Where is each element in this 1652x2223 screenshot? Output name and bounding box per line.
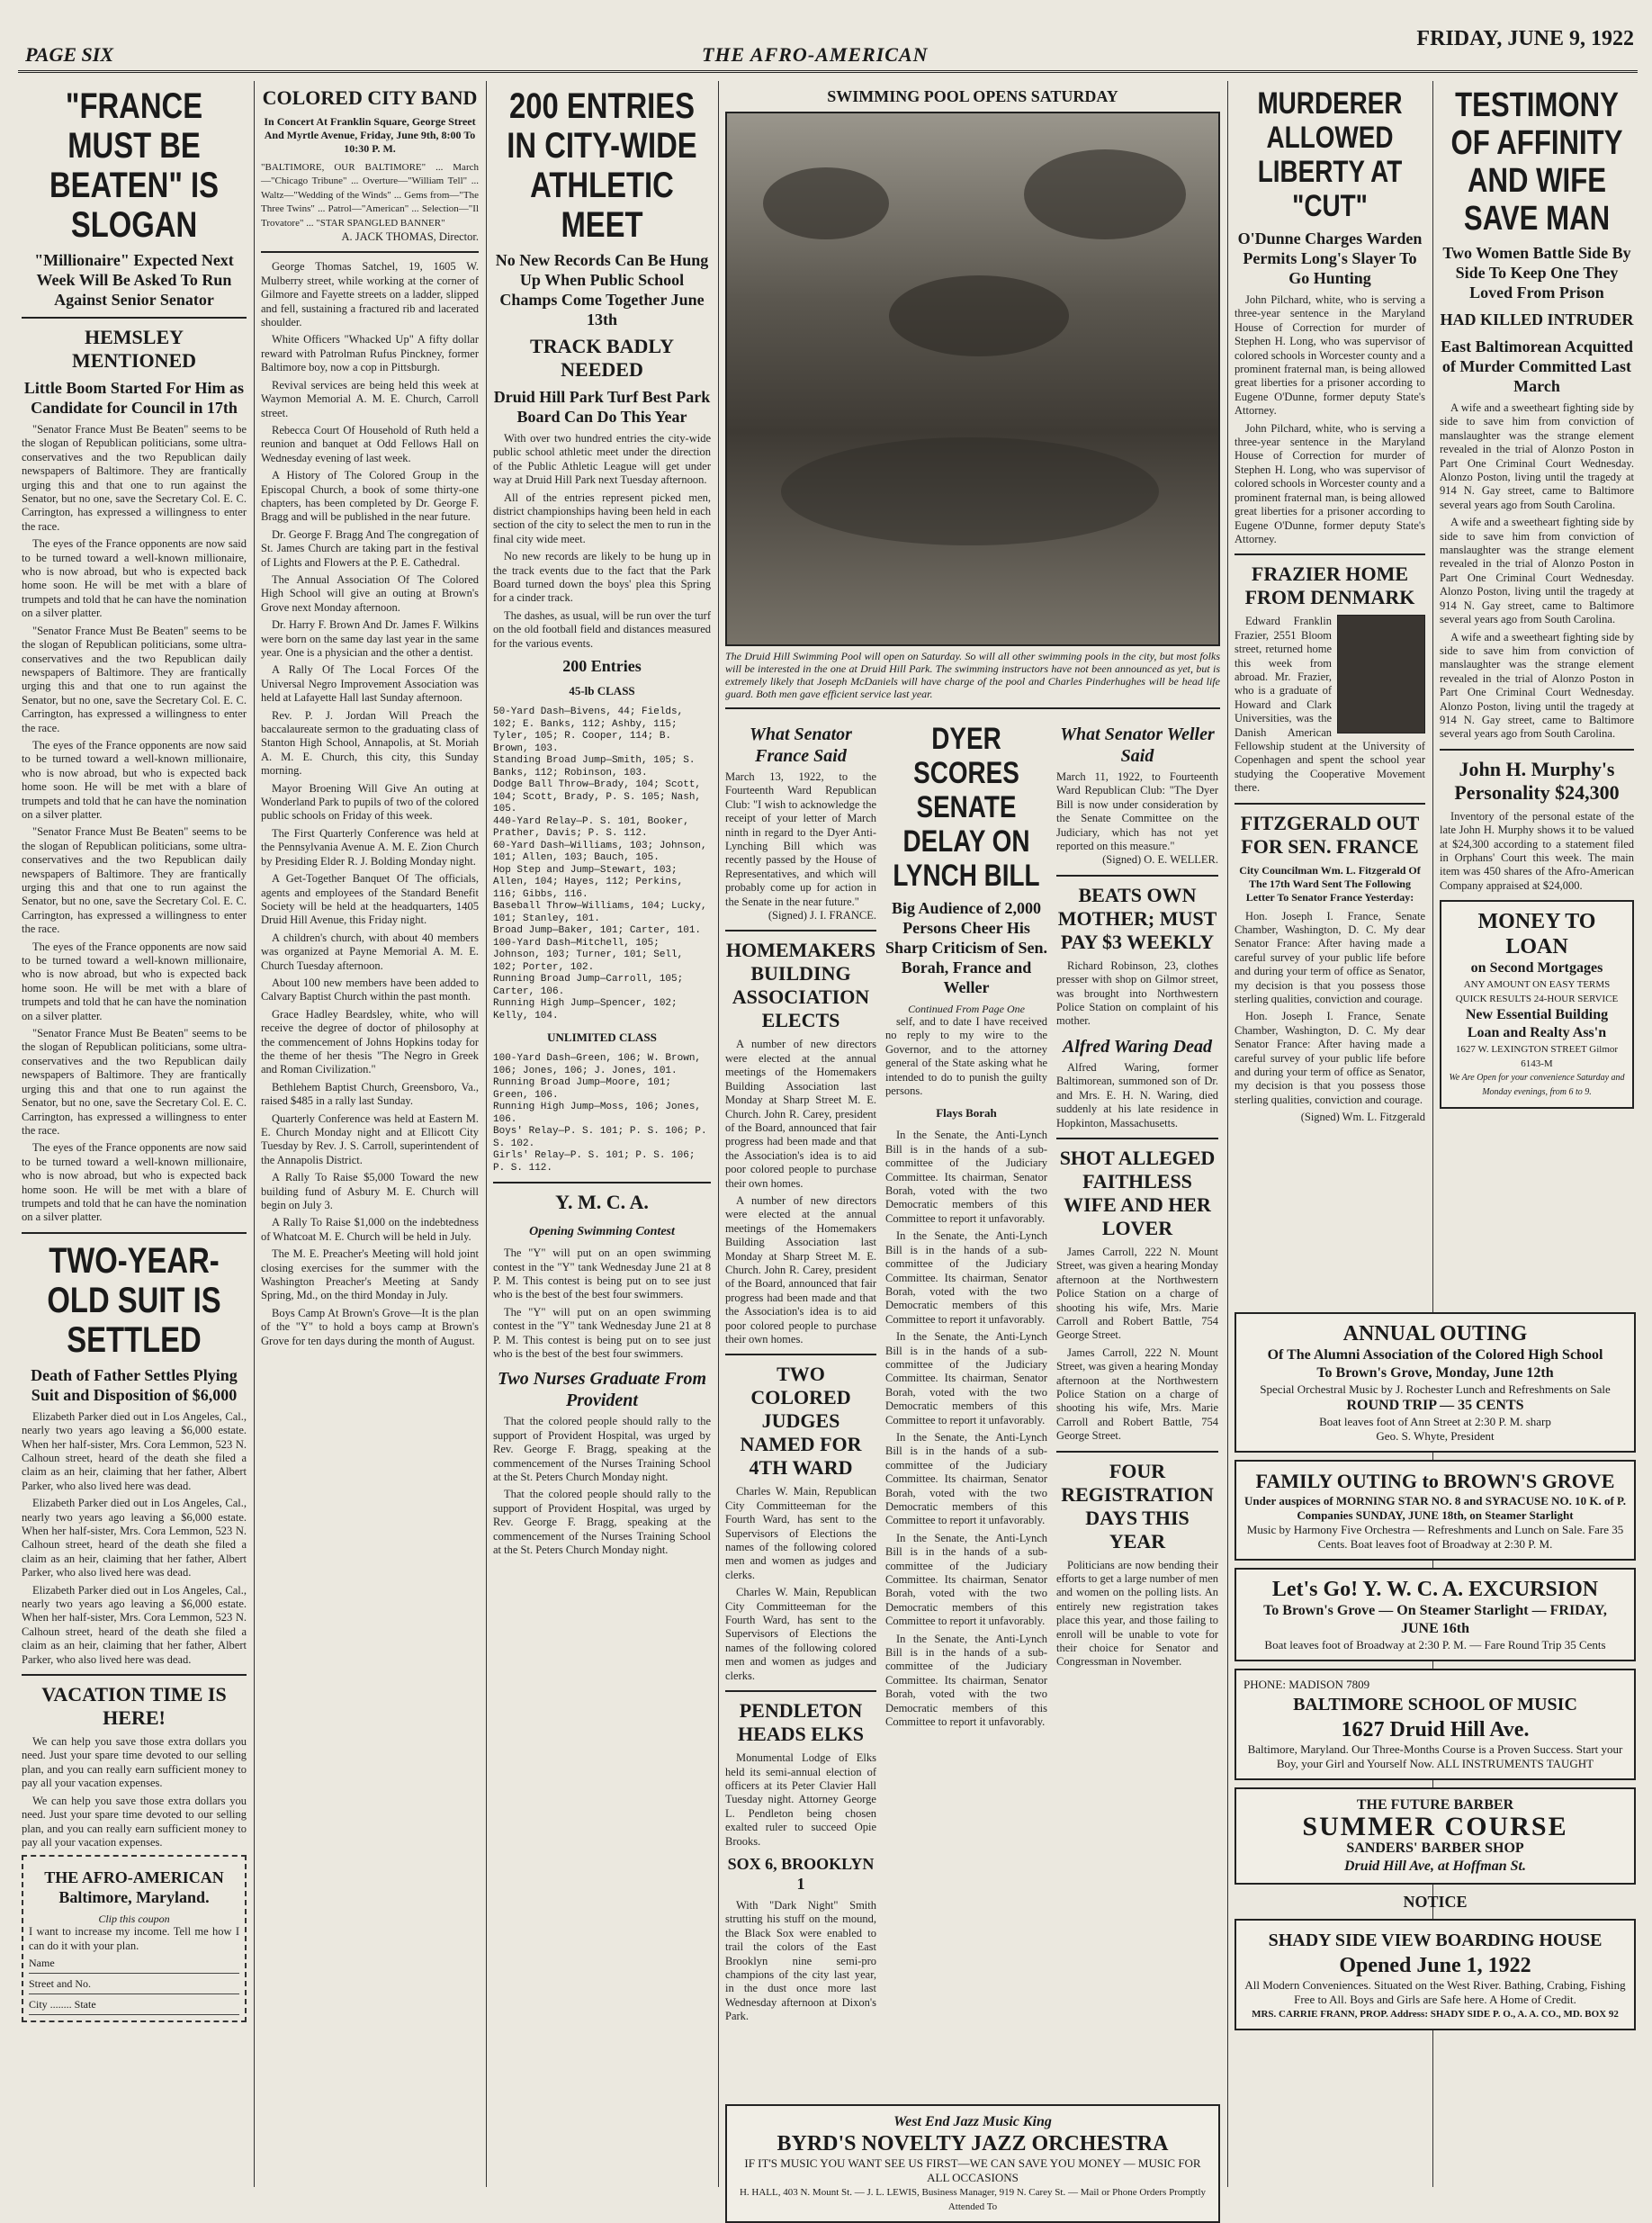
result-line: Baseball Throw—Williams, 104; Lucky, 101; Stanley, 101. xyxy=(493,901,707,924)
result-line: Boys' Relay—P. S. 101; P. S. 106; P. S. 102. xyxy=(493,1126,707,1149)
notice-label: NOTICE xyxy=(1403,1893,1468,1911)
photo-tree xyxy=(763,167,889,239)
column-2 xyxy=(261,81,479,2187)
lower-section xyxy=(725,716,1220,2023)
news-brief: About 100 new members have been added to Calvary Baptist Church within the past month. xyxy=(261,976,479,1004)
band-program: "BALTIMORE, OUR BALTIMORE" ... March—"Chicago Tribune" ... Overture—"William Tell" ... Waltz—"Wedding of the Winds" ... Gems from—"The Three Twins" ... Patrol—"American" ... Selection—"Il Trovatore" ... "STAR SPANGLED BANNER" xyxy=(261,162,479,229)
issue-date: FRIDAY, JUNE 9, 1922 xyxy=(1416,27,1634,50)
divider xyxy=(22,317,247,319)
subscription-coupon[interactable]: THE AFRO-AMERICAN Baltimore, Maryland. Clip this coupon I want to increase my income. Tell me how I can do it with your plan. Name Street and No. City ........ State xyxy=(22,1855,247,2022)
result-line: 50-Yard Dash—Bivens, 44; Fields, 102; E. Banks, 112; Ashby, 115; Tyler, 105; R. Cooper, 114; B. Brown, 103. xyxy=(493,706,684,754)
frazier-portrait xyxy=(1337,615,1425,734)
column-4-5 xyxy=(725,81,1220,2212)
school-of-music-ad: PHONE: MADISON 7809 BALTIMORE SCHOOL OF MUSIC 1627 Druid Hill Ave. Baltimore, Maryland. Our Three-Months Course is a Proven Success. Start your Boy, your Girl and Yourself Now. ALL INSTRUMENTS TAUGHT xyxy=(1235,1669,1636,1780)
divider xyxy=(493,1182,711,1184)
result-line: Running High Jump—Spencer, 102; Kelly, 104. xyxy=(493,998,678,1022)
coupon-street-field[interactable]: Street and No. xyxy=(29,1974,239,1994)
divider xyxy=(22,1674,247,1676)
article-body: "Senator France Must Be Beaten" seems to be the slogan of Republican politicians, some ultra-conservatives and the two Republican daily newspapers of Baltimore. They are frantically urging this and that one to run against the Senator, but no one, save the Secretary Col. E. C. Carrington, has expressed a willingness to enter the race. The eyes of the France opponents are now said to be turned toward a well-known millionaire, who is now abroad, but who is expected back home soon. He will be met with a blare of trumpets and told that he can have the nomination on a silver platter. "Senator France Must Be Beaten" seems to be the slogan of Republican politicians, some ultra-conservatives and the two Republican daily newspapers of Baltimore. They are frantically urging this and that one to run against the Senator, but no one, save the Secretary Col. E. C. Carrington, has expressed a willingness to enter the race. The eyes of the France opponents are now said to be turned toward a well-known millionaire, who is now abroad, but who is expected back home soon. He will be met with a blare of trumpets and told that he can have the nomination on a silver platter. "Senator France Must Be Beaten" seems to be the slogan of Republican politicians, some ultra-conservatives and the two Republican daily newspapers of Baltimore. They are frantically urging this and that one to run against the Senator, but no one, save the Secretary Col. E. C. Carrington, has expressed a willingness to enter the race. The eyes of the France opponents are now said to be turned toward a well-known millionaire, who is now abroad, but who is expected back home soon. He will be met with a blare of trumpets and told that he can have the nomination on a silver platter. "Senator France Must Be Beaten" seems to be the slogan of Republican politicians, some ultra-conservatives and the two Republican daily newspapers of Baltimore. They are frantically urging this and that one to run against the Senator, but no one, save the Secretary Col. E. C. Carrington, has expressed a willingness to enter the race. The eyes of the France opponents are now said to be turned toward a well-known millionaire, who is now abroad, but who is expected back home soon. He will be met with a blare of trumpets and told that he can have the nomination on a silver platter. xyxy=(22,423,247,1224)
subhead-dyer: Big Audience of 2,000 Persons Cheer His Sharp Criticism of Sen. Borah, France and Weller xyxy=(885,899,1047,996)
news-brief: The M. E. Preacher's Meeting will hold joint closing exercises for the summer with the Washington Preacher's Meeting at Sandy Spring, Md., on the third Monday in July. xyxy=(261,1247,479,1302)
headline-frazier: FRAZIER HOME FROM DENMARK xyxy=(1244,562,1415,609)
news-brief: A History of The Colored Group in the Episcopal Church, a book of some thirty-one chapters, has been completed by Dr. George F. Bragg and will be published in the near future. xyxy=(261,469,479,524)
sub-column-c: What Senator Weller Said March 11, 1922, to Fourteenth Ward Republican Club: "The Dyer Bill is now under consideration by the Senate Committee on the Judiciary, which has not yet reported on this measure." (Signed) O. E. WELLER. BEATS OWN MOTHER; MUST PAY $3 WEEKLY Richard Robinson, 23, clothes presser with shop on Gilmor street, was brought into Northwestern Police Station on complaint of his mother. Alfred Waring Dead Alfred Waring, former Baltimorean, summoned son of Dr. and Mrs. E. H. N. Waring, died suddenly at his late residence in Hopkinton, Massachusetts. SHOT ALLEGED FAITHLESS WIFE AND HER LOVER James Carroll, 222 N. Mount Street, was given a hearing Monday afternoon at the Northwestern Police Station on a charge of shooting his wife, Mrs. Marie Carroll and Robert Battle, 754 George Street. James Carroll, 222 N. Mount Street, was given a hearing Monday afternoon at the Northwestern Police Station on a charge of shooting his wife, Mrs. Marie Carroll and Robert Battle, 754 George Street. FOUR REGISTRATION DAYS THIS YEAR Politicians are now bending their efforts to get a large number of men and women on the polling lists. An entirely new registration takes place this year, and those failing to enroll will be unable to vote for their choice for Senator and Congressman in November. xyxy=(1056,724,1218,1669)
result-line: Girls' Relay—P. S. 101; P. S. 106; P. S. 112. xyxy=(493,1150,696,1174)
ad-body: We can help you save those extra dollars you need. Just your spare time devoted to our selling plan, and you can really earn sufficient money to pay all your vacation expenses. We can help you save those extra dollars you need. Just your spare time devoted to our selling plan, and you can really earn sufficient money to pay all your vacation expenses. xyxy=(22,1735,247,1849)
headline-elks: PENDLETON HEADS ELKS xyxy=(738,1699,864,1746)
coupon-name-field[interactable]: Name xyxy=(29,1953,239,1974)
headline-hemsley: HEMSLEY MENTIONED xyxy=(71,326,197,372)
headline-homemakers: HOMEMAKERS BUILDING ASSOCIATION ELECTS xyxy=(725,939,876,1032)
news-brief: Boys Camp At Brown's Grove—It is the plan of the "Y" to hold a boys camp at Brown's Grove for ten days during the month of August. xyxy=(261,1306,479,1347)
boarding-house-ad: SHADY SIDE VIEW BOARDING HOUSE Opened June 1, 1922 All Modern Conveniences. Situated on the West River. Bathing, Crabing, Fishing Free to All. Boys and Girls are Safe here. A Home of Credit. MRS. CARRIE FRANN, PROP. Address: SHADY SIDE P. O., A. A. CO., MD. BOX 92 xyxy=(1235,1919,1636,2030)
headline-suit-settled: TWO-YEAR-OLD SUIT IS SETTLED xyxy=(47,1240,221,1360)
result-line: Dodge Ball Throw—Brady, 104; Scott, 104; Scott, Brady, P. S. 105; Nash, 105. xyxy=(493,779,702,815)
unlimited-results xyxy=(493,1053,711,1174)
annual-outing-ad: ANNUAL OUTING Of The Alumni Association of the Colored High School To Brown's Grove, Monday, June 12th Special Orchestral Music by J. Rochester Lunch and Refreshments on Sale ROUND TRIP — 35 CENTS Boat leaves foot of Ann Street at 2:30 P. M. sharp Geo. S. Whyte, President xyxy=(1235,1312,1636,1453)
headline-intruder: HAD KILLED INTRUDER xyxy=(1440,310,1634,328)
result-line: 100-Yard Dash—Green, 106; W. Brown, 106; Jones, 106; J. Jones, 101. xyxy=(493,1053,702,1076)
result-line: Broad Jump—Baker, 101; Carter, 101. xyxy=(493,925,702,937)
result-line: Hop Step and Jump—Stewart, 103; Allen, 104; Hayes, 112; Perkins, 116; Gibbs, 116. xyxy=(493,864,684,900)
ywca-excursion-ad: Let's Go! Y. W. C. A. EXCURSION To Brown's Grove — On Steamer Starlight — FRIDAY, JUNE 16th Boat leaves foot of Broadway at 2:30 P. M. — Fare Round Trip 35 Cents xyxy=(1235,1568,1636,1661)
headline-judges: TWO COLORED JUDGES NAMED FOR 4TH WARD xyxy=(740,1363,862,1480)
article-body: Elizabeth Parker died out in Los Angeles, Cal., nearly two years ago leaving a $6,000 estate. When her half-sister, Mrs. Cora Lemmon, 523 N. Calhoun street, heard of the death she filed a claim as an heir, claiming that her father, Albert Parker, who also lived here was dead. Elizabeth Parker died out in Los Angeles, Cal., nearly two years ago leaving a $6,000 estate. When her half-sister, Mrs. Cora Lemmon, 523 N. Calhoun street, heard of the death she filed a claim as an heir, claiming that her father, Albert Parker, who also lived here was dead. Elizabeth Parker died out in Los Angeles, Cal., nearly two years ago leaving a $6,000 estate. When her half-sister, Mrs. Cora Lemmon, 523 N. Calhoun street, heard of the death she filed a claim as an heir, claiming that her father, Albert Parker, who also lived here was dead. xyxy=(22,1409,247,1666)
headline-testimony: TESTIMONY OF AFFINITY AND WIFE SAVE MAN xyxy=(1450,86,1623,238)
news-brief: The First Quarterly Conference was held at the Pennsylvania Avenue A. M. E. Zion Church by Presiding Elder R. J. Bolding Monday night. xyxy=(261,826,479,868)
meet-results xyxy=(493,706,711,1022)
news-brief: Dr. George F. Bragg And The congregation of St. James Church are taking part in the festival of Lights and Flowers at the P. E. Cathedral. xyxy=(261,527,479,569)
jazz-orchestra-ad: West End Jazz Music King BYRD'S NOVELTY JAZZ ORCHESTRA IF IT'S MUSIC YOU WANT SEE US FIRST—WE CAN SAVE YOU MONEY — MUSIC FOR ALL OCCASIONS H. HALL, 403 N. Mount St. — J. L. LEWIS, Business Manager, 919 N. Carey St. — Mail or Phone Orders Promptly Attended To xyxy=(725,2104,1220,2223)
divider xyxy=(725,707,1220,709)
headline-france-said: What Senator France Said xyxy=(750,724,852,766)
headline-sox: SOX 6, BROOKLYN 1 xyxy=(727,1854,875,1893)
headline-murderer: MURDERER ALLOWED LIBERTY AT "CUT" xyxy=(1257,86,1403,223)
result-line: Running Broad Jump—Moore, 101; Green, 106. xyxy=(493,1077,672,1101)
news-brief: The Annual Association Of The Colored High School will give an outing at Brown's Grove next Monday afternoon. xyxy=(261,572,479,614)
headline-france-beaten: "FRANCE MUST BE BEATEN" IS SLOGAN xyxy=(49,86,220,245)
divider xyxy=(261,251,479,253)
band-director: A. JACK THOMAS, Director. xyxy=(341,230,479,244)
money-loan-ad: MONEY TO LOAN on Second Mortgages ANY AMOUNT ON EASY TERMS QUICK RESULTS 24-HOUR SERVICE New Essential Building Loan and Realty Ass'n 1627 W. LEXINGTON STREET Gilmor 6143-M We Are Open for your convenience Saturday and Monday evenings, from 6 to 9. xyxy=(1440,900,1634,1109)
result-line: Running Broad Jump—Carroll, 105; Carter, 106. xyxy=(493,974,684,997)
news-brief: A children's church, with about 40 members was organized at Payne Memorial A. M. E. Church Tuesday afternoon. xyxy=(261,931,479,972)
headline-fitzgerald: FITZGERALD OUT FOR SEN. FRANCE xyxy=(1240,811,1420,858)
subhead-suit: Death of Father Settles Plying Suit and Disposition of $6,000 xyxy=(31,1365,238,1404)
result-line: Standing Broad Jump—Smith, 105; S. Banks, 112; Robinson, 103. xyxy=(493,755,696,778)
result-line: Running High Jump—Moss, 106; Jones, 106. xyxy=(493,1102,702,1125)
headline-nurses: Two Nurses Graduate From Provident xyxy=(497,1369,707,1411)
headline-waring: Alfred Waring Dead xyxy=(1063,1036,1212,1057)
headline-shot: SHOT ALLEGED FAITHLESS WIFE AND HER LOVER xyxy=(1059,1146,1216,1239)
result-line: 440-Yard Relay—P. S. 101, Booker, Prather, Davis; P. S. 112. xyxy=(493,815,689,840)
news-brief: White Officers "Whacked Up" A fifty dollar reward with Patrolman Rufus Pinckney, former Baltimore boy, now a cop in Pittsburgh. xyxy=(261,333,479,374)
sub-column-b: DYER SCORES SENATE DELAY ON LYNCH BILL Big Audience of 2,000 Persons Cheer His Sharp Criticism of Sen. Borah, France and Weller Continued From Page One self, and to date I have received no reply to my wire to the Governor, and to the attorney general of the State asking what he intended to do to punish the guilty persons. Flays Borah In the Senate, the Anti-Lynch Bill is in the hands of a sub-committee of the Judiciary Committee. Its chairman, Senator Borah, voted with the two Democratic members of this Committee to report it unfavorably. In the Senate, the Anti-Lynch Bill is in the hands of a sub-committee of the Judiciary Committee. Its chairman, Senator Borah, voted with the two Democratic members of this Committee to report it unfavorably. In the Senate, the Anti-Lynch Bill is in the hands of a sub-committee of the Judiciary Committee. Its chairman, Senator Borah, voted with the two Democratic members of this Committee to report it unfavorably. In the Senate, the Anti-Lynch Bill is in the hands of a sub-committee of the Judiciary Committee. Its chairman, Senator Borah, voted with the two Democratic members of this Committee to report it unfavorably. In the Senate, the Anti-Lynch Bill is in the hands of a sub-committee of the Judiciary Committee. Its chairman, Senator Borah, voted with the two Democratic members of this Committee to report it unfavorably. In the Senate, the Anti-Lynch Bill is in the hands of a sub-committee of the Judiciary Committee. Its chairman, Senator Borah, voted with the two Democratic members of this Committee to report it unfavorably. xyxy=(885,716,1047,1733)
headline-registration: FOUR REGISTRATION DAYS THIS YEAR xyxy=(1061,1459,1214,1552)
barber-course-ad: THE FUTURE BARBER SUMMER COURSE SANDERS' BARBER SHOP Druid Hill Ave, at Hoffman St. xyxy=(1235,1787,1636,1885)
news-brief: George Thomas Satchel, 19, 1605 W. Mulberry street, while working at the corner of Gilmore and Fayette streets on a ladder, slipped and fell, sustaining a fractured rib and lacerated shoulder. xyxy=(261,260,479,329)
news-brief: Grace Hadley Beardsley, white, who will receive the degree of doctor of philosophy at the commencement of Johns Hopkins today for the theme of her thesis "The Negro in Greek and Roman Civilization." xyxy=(261,1007,479,1076)
column-rule xyxy=(718,81,719,2187)
sub-column-a: What Senator France Said March 13, 1922, to the Fourteenth Ward Republican Club: "I wish to acknowledge the receipt of your letter of March ninth in regard to the Dyer Anti-Lynching Bill which was recently passed by the House of Representatives, and which will probably come up for action in the Senate in the near future." (Signed) J. I. FRANCE. HOMEMAKERS BUILDING ASSOCIATION ELECTS A number of new directors were elected at the annual meetings of the Homemakers Building Association last Monday at Sharp Street M. E. Church. John R. Carey, president of the Board, announced that fair progress had been made and that the Association's idea is to aid poor colored people to purchase their own homes. A number of new directors were elected at the annual meetings of the Homemakers Building Association last Monday at Sharp Street M. E. Church. John R. Carey, president of the Board, announced that fair progress had been made and that the Association's idea is to aid poor colored people to purchase their own homes. TWO COLORED JUDGES NAMED FOR 4TH WARD Charles W. Main, Republican City Committeeman for the Fourth Ward, has sent to the Supervisors of Elections the names of the following colored men and women as judges and clerks. Charles W. Main, Republican City Committeeman for the Fourth Ward, has sent to the Supervisors of Elections the names of the following colored men and women as judges and clerks. PENDLETON HEADS ELKS Monumental Lodge of Elks held its semi-annual election of officers at its Peter Clavier Hall Tuesday night. Attorney George L. Pendleton being chosen exalted ruler to succeed Opie Brooks. SOX 6, BROOKLYN 1 With "Dark Night" Smith strutting his stuff on the mound, the Black Sox were enabled to trail the colors of the East Brooklyn nine semi-pro champions of the city last year, in the dust once more last Wednesday afternoon at Dixon's Park. xyxy=(725,724,876,2023)
news-brief: Bethlehem Baptist Church, Greensboro, Va., raised $485 in a rally last Sunday. xyxy=(261,1080,479,1108)
column-rule xyxy=(254,81,255,2187)
subhead-testimony: Two Women Battle Side By Side To Keep One They Loved From Prison xyxy=(1442,244,1631,302)
subhead-murderer: O'Dunne Charges Warden Permits Long's Slayer To Go Hunting xyxy=(1237,230,1423,287)
news-brief: A Rally Of The Local Forces Of the Universal Negro Improvement Association was held at Lafayette Hall last Sunday afternoon. xyxy=(261,663,479,705)
unlimited-class: UNLIMITED CLASS xyxy=(547,1030,657,1045)
family-outing-ad: FAMILY OUTING to BROWN'S GROVE Under auspices of MORNING STAR NO. 8 and SYRACUSE NO. 10 K. of P. Companies SUNDAY, JUNE 18th, on Steamer Starlight Music by Harmony Five Orchestra — Refreshments and Lunch on Sale. Fare 35 Cents. Boat leaves foot of Broadway at 2:30 P. M. xyxy=(1235,1460,1636,1561)
column-6: MURDERER ALLOWED LIBERTY AT "CUT" O'Dunne Charges Warden Permits Long's Slayer To Go Hunting John Pilchard, white, who is serving a three-year sentence in the Maryland House of Correction for murder of Stephen H. Long, who was supervisor of colored schools in Worcester county and a prominent fraternal man, is being allowed great liberties for a prisoner according to Eugene O'Dunne, former deputy State's Attorney. John Pilchard, white, who is serving a three-year sentence in the Maryland House of Correction for murder of Stephen H. Long, who was supervisor of colored schools in Worcester county and a prominent fraternal man, is being allowed great liberties for a prisoner according to Eugene O'Dunne, former deputy State's Attorney. FRAZIER HOME FROM DENMARK Edward Franklin Frazier, 2551 Bloom street, returned home this week from abroad. Mr. Frazier, who is a graduate of Howard and Clark Universities, was the Danish American Fellowship student at the University of Copenhagen and spent the school year studying the Cooperative Movement there. FITZGERALD OUT FOR SEN. FRANCE City Councilman Wm. L. Fitzgerald Of The 17th Ward Sent The Following Letter To Senator France Yesterday: Hon. Joseph I. France, Senate Chamber, Washington, D. C. My dear Senator France: After having made a careful survey of your public life before and during your term of office as Senator, my decision is that you possess those sterling qualities, conviction and courage. Hon. Joseph I. France, Senate Chamber, Washington, D. C. My dear Senator France: After having made a careful survey of your public life before and during your term of office as Senator, my decision is that you possess those sterling qualities, conviction and courage. (Signed) Wm. L. Fitzgerald xyxy=(1235,81,1425,1305)
news-brief: Revival services are being held this week at Waymon Memorial A. M. E. Church, Carroll street. xyxy=(261,378,479,419)
ads-block xyxy=(1235,1305,1636,2187)
subhead-hemsley: Little Boom Started For Him as Candidate for Council in 17th xyxy=(23,379,245,417)
swimming-pool-photo xyxy=(725,112,1220,646)
article-body: With over two hundred entries the city-wide public school athletic meet under the direction of the Public Athletic League will get under way at Druid Hill Park next Tuesday afternoon. All of the entries represent picked men, district championships having been held in each section of the city to select the men to run in the final city wide meet. No new records are likely to be hung up in the track events due to the fact that the Park Board turned down the boys' plea this Spring for a cinder track. The dashes, as usual, will be run over the turf on the old football field and distances measured for the various events. xyxy=(493,432,711,650)
subhead-millionaire: "Millionaire" Expected Next Week Will Be Asked To Run Against Senior Senator xyxy=(34,251,234,309)
news-brief: Mayor Broening Will Give An outing at Wonderland Park to pupils of two of the colored public schools on Friday of this week. xyxy=(261,781,479,823)
photo-crowd xyxy=(781,437,1159,545)
article-body: The "Y" will put on an open swimming contest in the "Y" tank Wednesday June 21 at 8 P. M. This contest is being put on to see just who is the best of the best four swimmers. The "Y" will put on an open swimming contest in the "Y" tank Wednesday June 21 at 8 P. M. This contest is being put on to see just who is the best of the best four swimmers. xyxy=(493,1246,711,1360)
page-number: PAGE SIX xyxy=(25,43,114,66)
news-brief: A Rally To Raise $1,000 on the indebtedness of Whatcoat M. E. Church will be held in July. xyxy=(261,1216,479,1243)
column-rule xyxy=(486,81,487,2187)
divider xyxy=(22,1232,247,1234)
news-brief: Quarterly Conference was held at Eastern M. E. Church Monday night and at Ellicott City Tuesday by Rev. J. S. Carroll, superintendent of the Annapolis District. xyxy=(261,1112,479,1166)
headline-dyer: DYER SCORES SENATE DELAY ON LYNCH BILL xyxy=(893,722,1040,893)
headline-track: TRACK BADLY NEEDED xyxy=(530,335,674,381)
headline-ymca: Y. M. C. A. xyxy=(555,1191,649,1214)
column-1 xyxy=(22,81,247,2187)
photo-tree xyxy=(1024,149,1186,239)
masthead xyxy=(18,16,1638,73)
headline-vacation: VACATION TIME IS HERE! xyxy=(41,1683,227,1730)
news-brief: A Get-Together Banquet Of The officials, agents and employees of the Standard Benefit Society will be held at the headquarters, 1405 Druid Hill Avenue, this Friday night. xyxy=(261,872,479,927)
article-body: That the colored people should rally to the support of Provident Hospital, was urged by Rev. George F. Bragg, speaking at the commencement of the Nurses Training School at the St. Peters Church Monday night. That the colored people should rally to the support of Provident Hospital, was urged by Rev. George F. Bragg, speaking at the commencement of the Nurses Training School at the St. Peters Church Monday night. xyxy=(493,1415,711,1556)
news-brief: A Rally To Raise $5,000 Toward the new building fund of Asbury M. E. Church will begin on July 3. xyxy=(261,1171,479,1212)
headline-murphy: John H. Murphy's Personality $24,300 xyxy=(1454,757,1620,804)
subhead-city-band: In Concert At Franklin Square, George Street And Myrtle Avenue, Friday, June 9th, 8:00 To 10:30 P. M. xyxy=(264,115,476,155)
news-brief: Dr. Harry F. Brown And Dr. James F. Wilkins were born on the same day last year in the same year. One is a physician and the other a dentist. xyxy=(261,618,479,659)
headline-athletic-meet: 200 ENTRIES IN CITY-WIDE ATHLETIC MEET xyxy=(507,86,697,245)
news-briefs xyxy=(261,260,479,1348)
coupon-city-field[interactable]: City ........ State xyxy=(29,1994,239,2015)
photo-title: SWIMMING POOL OPENS SATURDAY xyxy=(827,87,1118,105)
result-line: 60-Yard Dash—Williams, 103; Johnson, 101; Allen, 103; Bauch, 105. xyxy=(493,840,707,864)
results-title: 200 Entries xyxy=(562,657,642,676)
result-line: 100-Yard Dash—Mitchell, 105; Johnson, 103; Turner, 101; Sell, 102; Porter, 102. xyxy=(493,937,684,973)
headline-beats-mother: BEATS OWN MOTHER; MUST PAY $3 WEEKLY xyxy=(1057,883,1217,953)
news-brief: Rebecca Court Of Household of Ruth held a reunion and banquet at Odd Fellows Hall on Wednesday evening of last week. xyxy=(261,423,479,464)
headline-weller-said: What Senator Weller Said xyxy=(1060,724,1215,766)
subhead-ymca: Opening Swimming Contest xyxy=(529,1225,675,1239)
subhead-athletic: No New Records Can Be Hung Up When Public School Champs Come Together June 13th xyxy=(495,251,709,328)
photo-caption: The Druid Hill Swimming Pool will open on Saturday. So will all other swimming pools in the city, but most folks will be interested in the one at Druid Hill Park. The swimming instructors have not been announced as yet, but is extremely likely that Joseph McDaniels will have charge of the pool and Charles Pinderhughes will be head life guard. Both men gave efficient service last year. xyxy=(725,650,1220,700)
column-7: TESTIMONY OF AFFINITY AND WIFE SAVE MAN Two Women Battle Side By Side To Keep One They Loved From Prison HAD KILLED INTRUDER East Baltimorean Acquitted of Murder Committed Last March A wife and a sweetheart fighting side by side to save him from conviction of manslaughter was the strange element revealed in the trial of Alonzo Poston in Part One Criminal Court Wednesday. Alonzo Poston, living until the tragedy at 914 N. Gay street, came to Baltimore several years ago from South Carolina. A wife and a sweetheart fighting side by side to save him from conviction of manslaughter was the strange element revealed in the trial of Alonzo Poston in Part One Criminal Court Wednesday. Alonzo Poston, living until the tragedy at 914 N. Gay street, came to Baltimore several years ago from South Carolina. A wife and a sweetheart fighting side by side to save him from conviction of manslaughter was the strange element revealed in the trial of Alonzo Poston in Part One Criminal Court Wednesday. Alonzo Poston, living until the tragedy at 914 N. Gay street, came to Baltimore several years ago from South Carolina. John H. Murphy's Personality $24,300 Inventory of the personal estate of the late John H. Murphy shows it to be valued at $24,300 according to a statement filed in Orphans' Court this week. The main item was 450 shares of the Afro-American Company appraised at $24,000. MONEY TO LOAN on Second Mortgages ANY AMOUNT ON EASY TERMS QUICK RESULTS 24-HOUR SERVICE New Essential Building Loan and Realty Ass'n 1627 W. LEXINGTON STREET Gilmor 6143-M We Are Open for your convenience Saturday and Monday evenings, from 6 to 9. xyxy=(1440,81,1634,1305)
paper-name: THE AFRO-AMERICAN xyxy=(702,43,929,66)
news-brief: Rev. P. J. Jordan Will Preach the baccalaureate sermon to the graduating class of Stanton High School, Annapolis, at St. Moriah A. M. E. Church, this city, this Sunday morning. xyxy=(261,708,479,778)
photo-crowd xyxy=(889,275,1069,356)
results-class: 45-lb CLASS xyxy=(569,684,635,698)
subhead-track: Druid Hill Park Turf Best Park Board Can Do This Year xyxy=(493,388,711,426)
column-3 xyxy=(493,81,711,2187)
headline-city-band: COLORED CITY BAND xyxy=(262,86,478,109)
column-rule xyxy=(1227,81,1228,2187)
